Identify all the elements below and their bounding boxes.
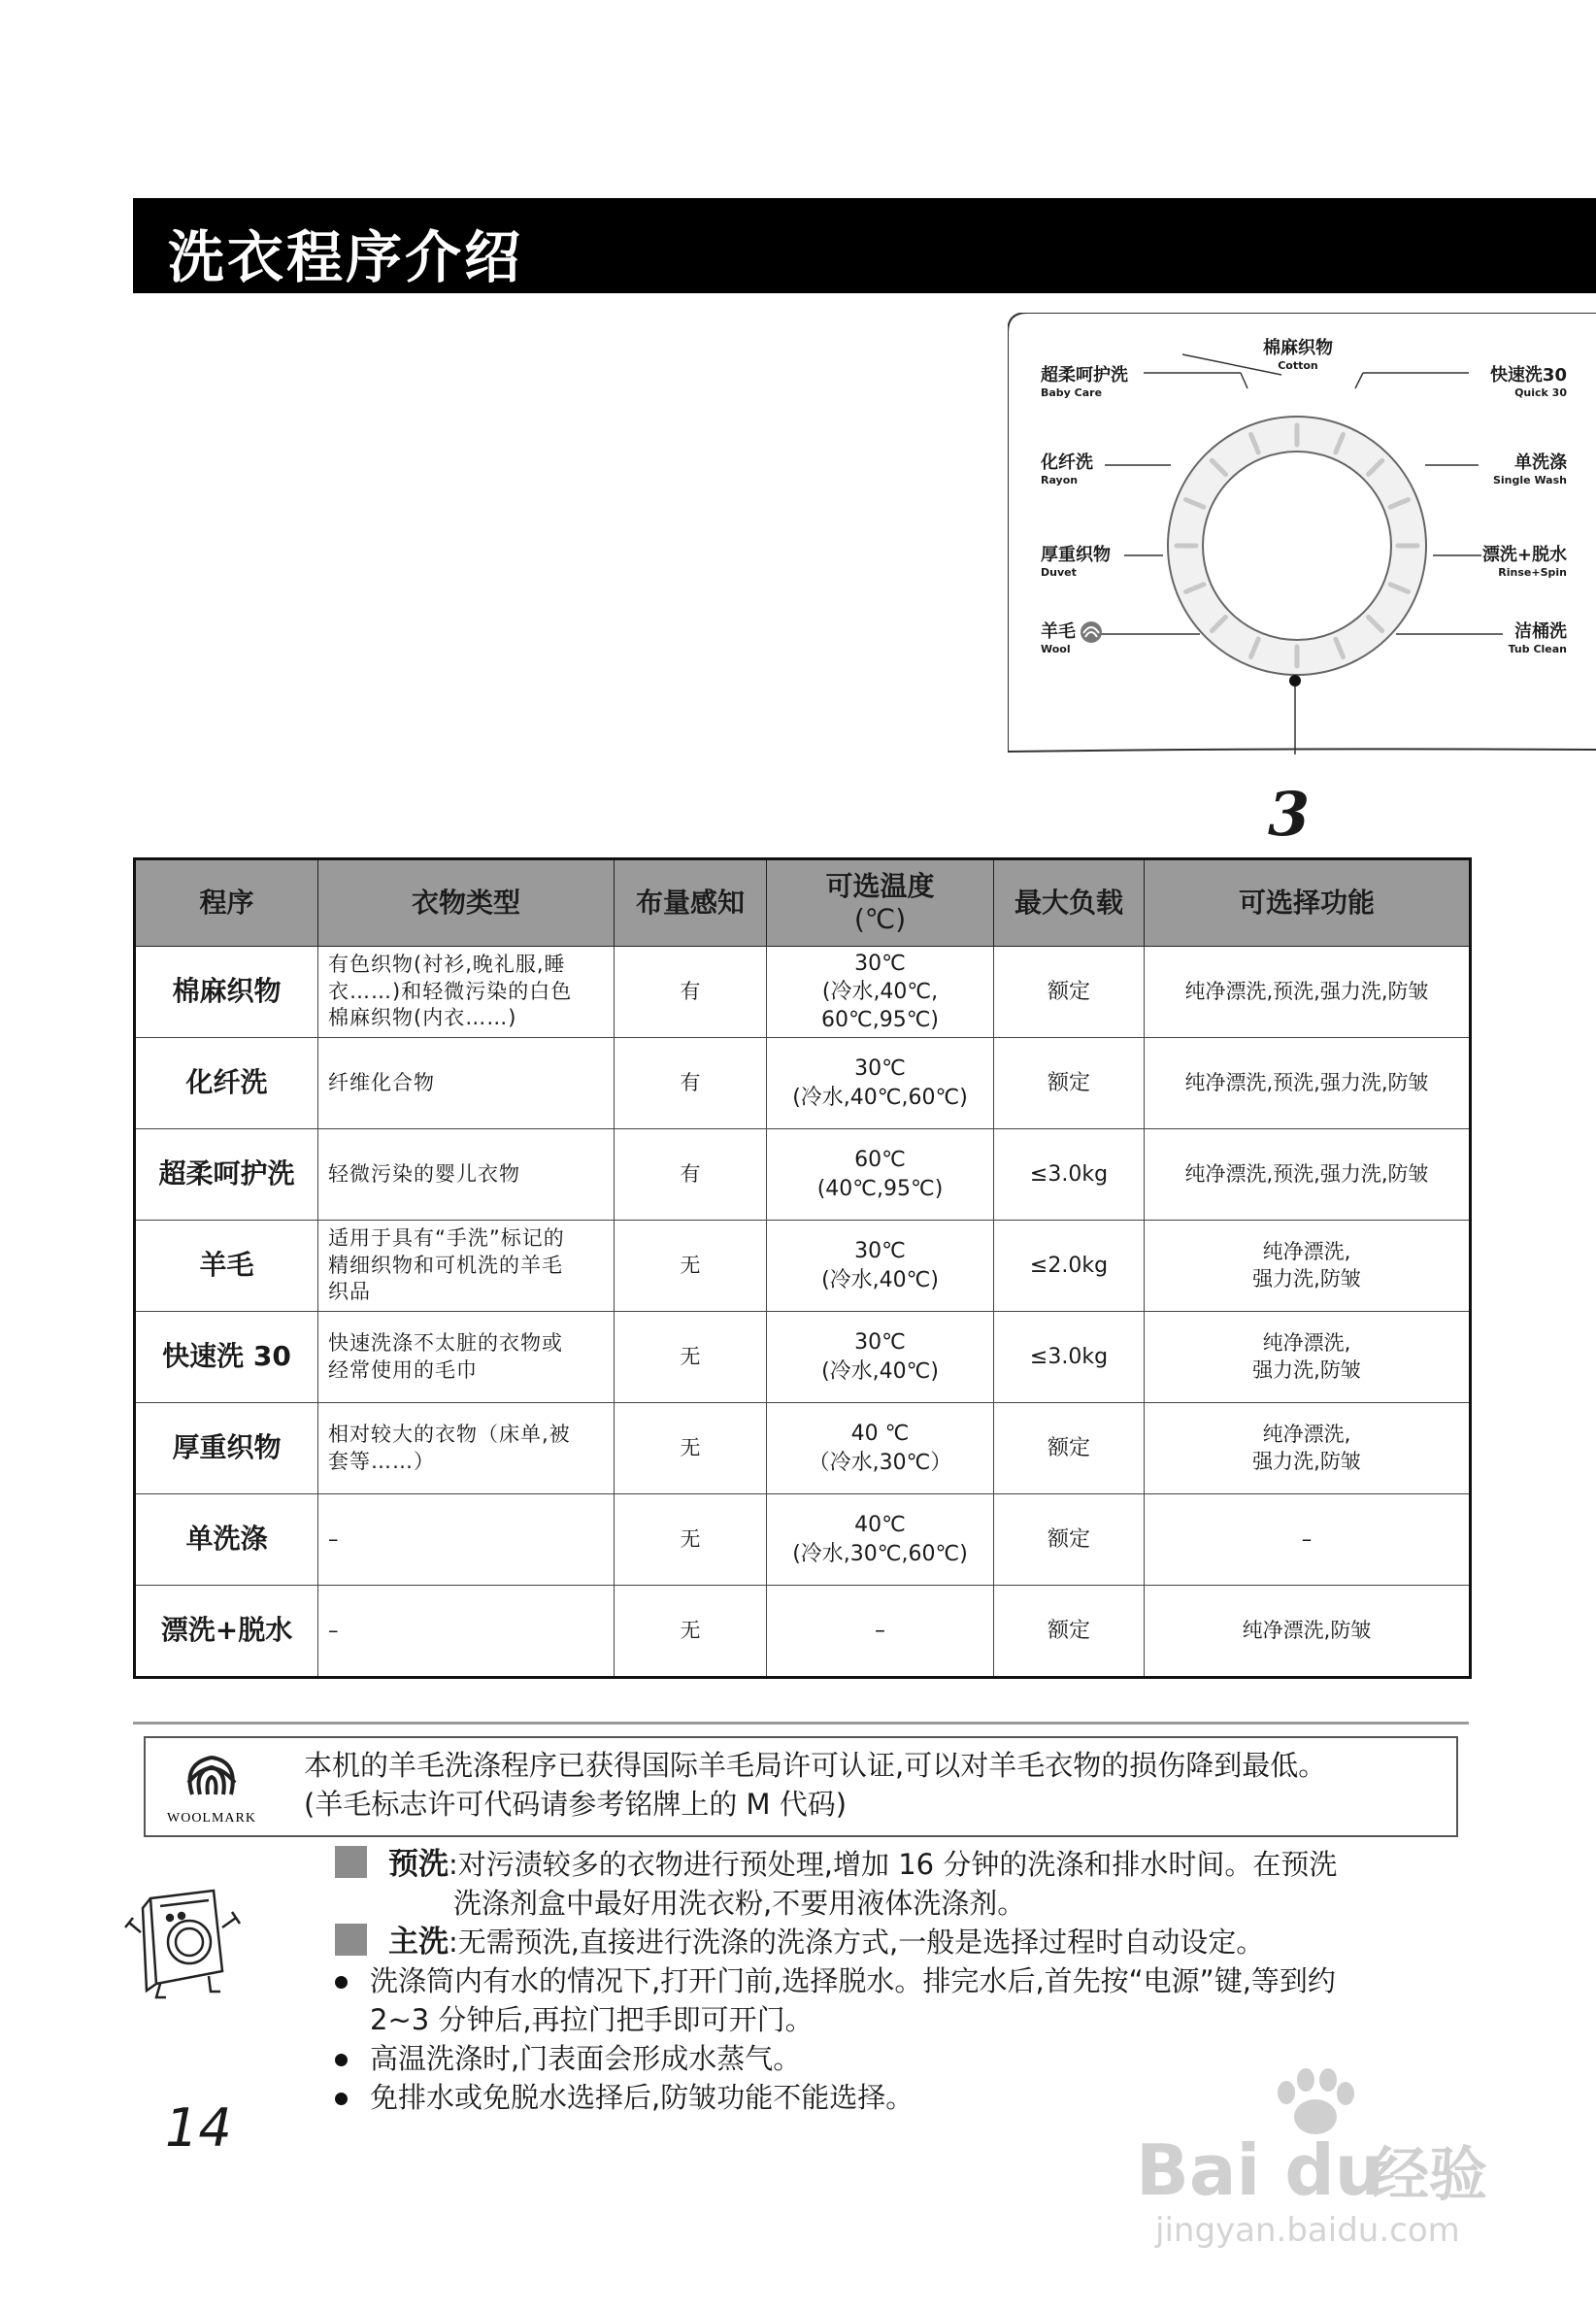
clothing-type-cell-line: 相对较大的衣物（床单,被 <box>328 1422 571 1446</box>
load-sensing-cell: 无 <box>615 1494 767 1586</box>
temperature-cell <box>767 1129 994 1221</box>
clothing-type-cell <box>318 947 615 1038</box>
load-sensing-cell: 无 <box>615 1312 767 1403</box>
program-cell: 棉麻织物 <box>135 947 318 1038</box>
program-cell: 化纤洗 <box>135 1038 318 1129</box>
clothing-type-cell <box>318 1403 615 1494</box>
bullet-dot-icon <box>335 1976 348 1989</box>
max-load-cell: ≤3.0kg <box>994 1129 1145 1221</box>
clothing-type-cell-line: 衣……)和轻微污染的白色 <box>328 979 573 1003</box>
max-load-cell: 额定 <box>994 947 1145 1038</box>
clothing-type-cell-line: 有色织物(衬衫,晚礼服,睡 <box>328 952 566 976</box>
clothing-type-cell-line: 棉麻织物(内衣……) <box>328 1006 517 1030</box>
temperature-cell <box>767 1038 994 1129</box>
dial-label-rinse-spin: 漂洗+脱水 Rinse+Spin <box>1481 545 1567 579</box>
max-load-cell: 额定 <box>994 1403 1145 1494</box>
temperature-cell <box>767 1494 994 1586</box>
clothing-type-cell-line: 经常使用的毛巾 <box>328 1357 478 1382</box>
clothing-type-cell-line: 纤维化合物 <box>328 1070 435 1094</box>
options-cell <box>1145 947 1471 1038</box>
clothing-type-cell <box>318 1038 615 1129</box>
temperature-cell-line: 40℃ <box>854 1513 906 1538</box>
temperature-cell-line: 60℃ <box>854 1148 906 1173</box>
dial-label-cotton: 棉麻织物 Cotton <box>1263 338 1333 372</box>
woolmark-logo-text: WOOLMARK <box>167 1811 256 1826</box>
options-cell <box>1145 1129 1471 1221</box>
mainwash-text: :无需预洗,直接进行洗涤的洗涤方式,一般是选择过程时自动设定。 <box>449 1926 1265 1959</box>
load-sensing-cell: 无 <box>615 1221 767 1312</box>
clothing-type-cell-line: 精细织物和可机洗的羊毛 <box>328 1253 563 1277</box>
max-load-cell: ≤3.0kg <box>994 1312 1145 1403</box>
temperature-cell-line: 30℃ <box>854 1056 906 1082</box>
temperature-cell-line: (冷水,40℃, <box>821 979 939 1004</box>
dial-label-tub-clean: 洁桶洗 Tub Clean <box>1508 621 1567 655</box>
gray-square-marker <box>335 1846 367 1878</box>
options-cell-line: 强力洗,防皱 <box>1252 1357 1361 1382</box>
wool-icon <box>1078 620 1105 645</box>
options-cell-line: – <box>1301 1526 1313 1551</box>
temperature-cell-line: – <box>875 1618 885 1643</box>
watermark-url: jingyan.baidu.com <box>1155 2211 1460 2250</box>
clothing-type-cell-line: 织品 <box>328 1280 371 1304</box>
options-cell-line: 纯净漂洗,预洗,强力洗,防皱 <box>1184 1161 1429 1186</box>
max-load-cell: ≤2.0kg <box>994 1221 1145 1312</box>
max-load-cell: 额定 <box>994 1586 1145 1678</box>
separator-line <box>133 1722 1469 1725</box>
temperature-cell-line: (冷水,40℃) <box>821 1267 939 1292</box>
options-cell-line: 强力洗,防皱 <box>1252 1449 1361 1473</box>
clothing-type-cell-line: 快速洗涤不太脏的衣物或 <box>328 1330 563 1355</box>
options-cell <box>1145 1038 1471 1129</box>
baidu-jingyan-watermark <box>1116 2059 1524 2253</box>
temperature-cell-line: (40℃,95℃) <box>816 1176 944 1201</box>
title-bar <box>133 198 1596 293</box>
clothing-type-cell <box>318 1312 615 1403</box>
table-row <box>135 1586 1471 1678</box>
options-cell-line: 纯净漂洗,防皱 <box>1242 1618 1372 1642</box>
bullet-dot-icon <box>335 2054 348 2066</box>
program-table <box>133 857 1472 1679</box>
woolmark-line-2: (羊毛标志许可代码请参考铭牌上的 M 代码) <box>304 1788 848 1821</box>
header-load-sensing: 布量感知 <box>615 859 767 947</box>
header-clothing-type: 衣物类型 <box>318 859 615 947</box>
temperature-cell-line: 30℃ <box>854 951 906 976</box>
mainwash-label: 主洗 <box>388 1925 449 1960</box>
bullet-dot-icon <box>335 2093 348 2105</box>
load-sensing-cell: 有 <box>615 1038 767 1129</box>
max-load-cell: 额定 <box>994 1038 1145 1129</box>
gray-square-marker <box>335 1924 367 1956</box>
temperature-cell-line: （冷水,30℃） <box>808 1450 952 1475</box>
program-cell: 单洗涤 <box>135 1494 318 1586</box>
temperature-cell-line: (冷水,30℃,60℃) <box>792 1541 968 1566</box>
table-row <box>135 947 1471 1038</box>
options-cell-line: 纯净漂洗, <box>1262 1422 1351 1446</box>
dial-label-baby-care: 超柔呵护洗 Baby Care <box>1041 365 1128 399</box>
woolmark-line-1: 本机的羊毛洗涤程序已获得国际羊毛局许可认证,可以对羊毛衣物的损伤降到最低。 <box>304 1749 1327 1782</box>
dial-label-single-wash: 单洗涤 Single Wash <box>1492 452 1567 486</box>
temperature-cell <box>767 947 994 1038</box>
temperature-cell <box>767 1403 994 1494</box>
woolmark-logo <box>153 1744 270 1829</box>
options-cell-line: 纯净漂洗,预洗,强力洗,防皱 <box>1184 1070 1429 1094</box>
header-temperature: 可选温度 (℃) <box>767 859 994 947</box>
clothing-type-cell-line: – <box>328 1618 340 1642</box>
paw-icon <box>1278 2068 1354 2134</box>
options-cell-line: 纯净漂洗, <box>1262 1330 1351 1355</box>
table-header-row <box>135 859 1471 947</box>
dial-label-duvet: 厚重织物 Duvet <box>1041 545 1111 579</box>
table-row <box>135 1221 1471 1312</box>
prewash-text-1: :对污渍较多的衣物进行预处理,增加 16 分钟的洗涤和排水时间。在预洗 <box>449 1848 1338 1881</box>
clothing-type-cell-line: – <box>328 1526 340 1551</box>
table-row <box>135 1494 1471 1586</box>
prewash-text-2: 洗涤剂盒中最好用洗衣粉,不要用液体洗涤剂。 <box>453 1887 1026 1920</box>
woolmark-text <box>304 1746 1326 1824</box>
temperature-cell-line: 30℃ <box>854 1330 906 1356</box>
program-cell: 超柔呵护洗 <box>135 1129 318 1221</box>
bullet-text: 高温洗涤时,门表面会形成水蒸气。 <box>370 2042 802 2075</box>
temperature-cell-line: (冷水,40℃,60℃) <box>792 1085 968 1110</box>
bullet-item <box>335 1961 1471 2039</box>
load-sensing-cell: 无 <box>615 1586 767 1678</box>
load-sensing-cell: 有 <box>615 1129 767 1221</box>
prewash-label: 预洗 <box>388 1847 449 1882</box>
program-cell: 羊毛 <box>135 1221 318 1312</box>
dial-label-quick-30: 快速洗30 Quick 30 <box>1489 365 1567 399</box>
options-cell <box>1145 1586 1471 1678</box>
options-cell-line: 强力洗,防皱 <box>1252 1266 1361 1290</box>
table-row <box>135 1403 1471 1494</box>
note-mainwash <box>335 1923 1471 1961</box>
page-number: 14 <box>165 2097 232 2159</box>
header-program: 程序 <box>135 859 318 947</box>
watermark-brand: Bai du <box>1136 2129 1385 2211</box>
bullet-text: 免排水或免脱水选择后,防皱功能不能选择。 <box>370 2081 914 2114</box>
max-load-cell: 额定 <box>994 1494 1145 1586</box>
temperature-cell-line: 60℃,95℃) <box>821 1008 939 1033</box>
bullet-text: 2~3 分钟后,再拉门把手即可开门。 <box>370 2003 814 2036</box>
options-cell-line: 纯净漂洗, <box>1262 1239 1351 1263</box>
dial-label-wool: 羊毛 Wool <box>1041 621 1076 655</box>
header-max-load: 最大负载 <box>994 859 1145 947</box>
watermark-cn: 经验 <box>1371 2141 1487 2209</box>
load-sensing-cell: 无 <box>615 1403 767 1494</box>
clothing-type-cell-line: 套等……） <box>328 1449 435 1473</box>
program-dial-panel <box>1008 313 1596 754</box>
options-cell <box>1145 1221 1471 1312</box>
woolmark-notice <box>144 1736 1458 1837</box>
clothing-type-cell-line: 轻微污染的婴儿衣物 <box>328 1161 520 1186</box>
options-cell <box>1145 1494 1471 1586</box>
options-cell <box>1145 1403 1471 1494</box>
clothing-type-cell-line: 适用于具有“手洗”标记的 <box>328 1225 565 1250</box>
table-row <box>135 1038 1471 1129</box>
clothing-type-cell <box>318 1586 615 1678</box>
temperature-cell-line: 30℃ <box>854 1239 906 1264</box>
options-cell <box>1145 1312 1471 1403</box>
page-title: 洗衣程序介绍 <box>168 224 524 290</box>
dial-label-rayon: 化纤洗 Rayon <box>1041 452 1093 486</box>
program-cell: 厚重织物 <box>135 1403 318 1494</box>
clothing-type-cell <box>318 1129 615 1221</box>
temperature-cell <box>767 1221 994 1312</box>
clothing-type-cell <box>318 1494 615 1586</box>
temperature-cell-line: 40 ℃ <box>850 1422 910 1447</box>
bullet-text: 洗涤筒内有水的情况下,打开门前,选择脱水。排完水后,首先按“电源”键,等到约 <box>370 1964 1336 1997</box>
table-row <box>135 1129 1471 1221</box>
temperature-cell-line: (冷水,40℃) <box>821 1358 939 1384</box>
header-options: 可选择功能 <box>1145 859 1471 947</box>
table-row <box>135 1312 1471 1403</box>
clothing-type-cell <box>318 1221 615 1312</box>
washing-machine-mascot-icon <box>121 1879 248 2000</box>
note-prewash <box>335 1845 1471 1884</box>
program-cell: 快速洗 30 <box>135 1312 318 1403</box>
temperature-cell <box>767 1312 994 1403</box>
load-sensing-cell: 有 <box>615 947 767 1038</box>
temperature-cell <box>767 1586 994 1678</box>
program-cell: 漂洗+脱水 <box>135 1586 318 1678</box>
step-number: 3 <box>1268 779 1311 850</box>
options-cell-line: 纯净漂洗,预洗,强力洗,防皱 <box>1184 979 1429 1003</box>
